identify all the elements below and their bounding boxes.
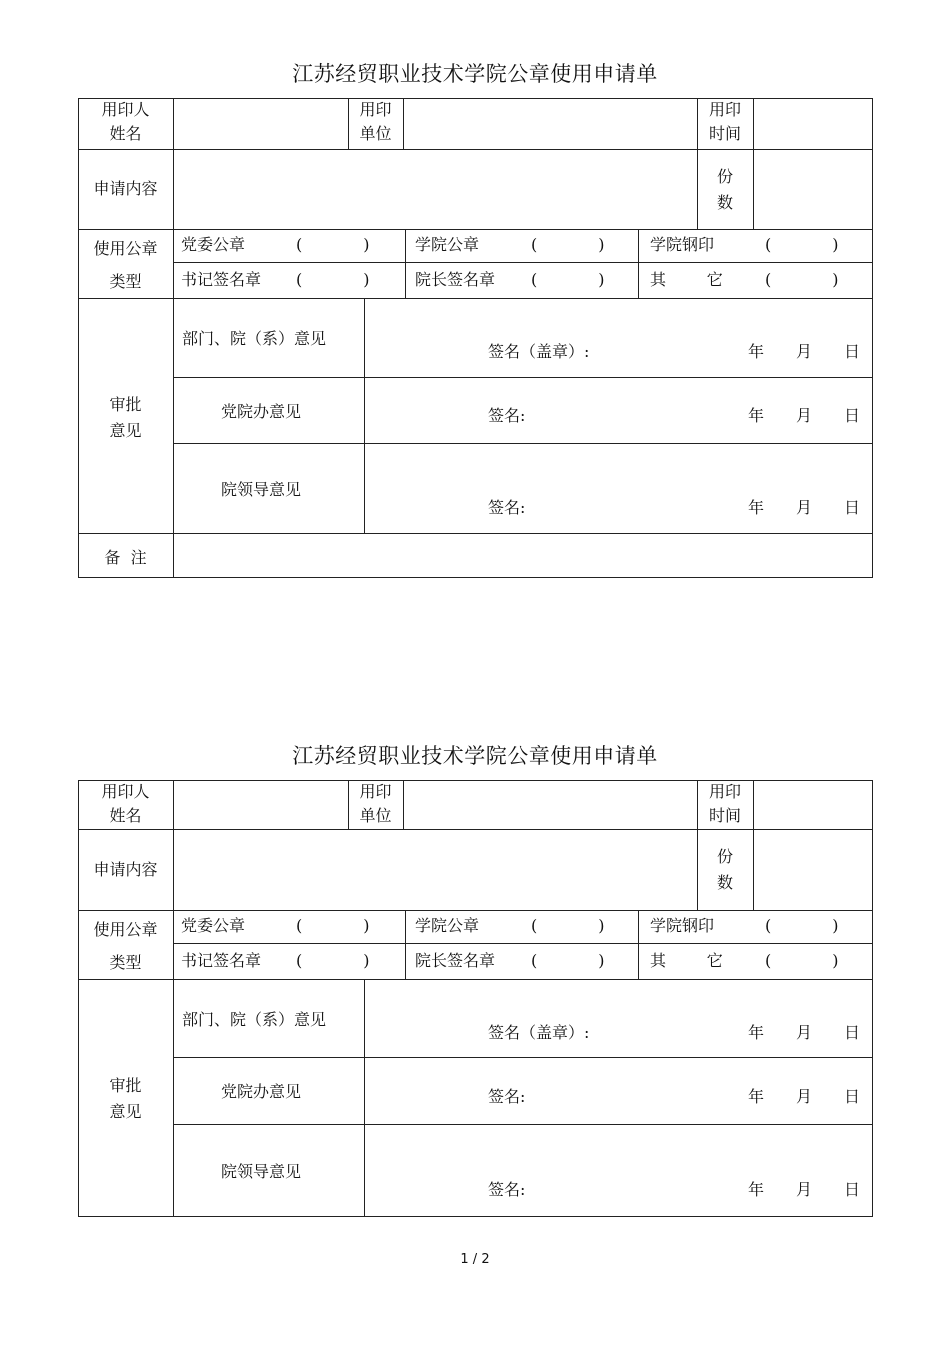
- leader-sign-label: 签名:: [488, 1180, 526, 1199]
- party-office-year: 年: [748, 1087, 765, 1106]
- application-content-field[interactable]: [174, 830, 697, 910]
- seal-unit-label: 用印 单位: [359, 100, 392, 143]
- seal-time-label: 用印 时间: [708, 782, 741, 825]
- seal-option-secretary[interactable]: 书记签名章: [181, 951, 262, 970]
- copies-label: 份 数: [716, 167, 733, 212]
- dept-sign-stamp-label: 签名（盖章）:: [488, 342, 590, 361]
- form-title: 江苏经贸职业技术学院公章使用申请单: [292, 62, 658, 86]
- approval-label: 审批 意见: [109, 1076, 142, 1121]
- seal-option-college[interactable]: 学院公章: [415, 916, 480, 935]
- seal-option-secretary-check[interactable]: ( ): [296, 270, 370, 289]
- seal-option-secretary-check[interactable]: ( ): [296, 951, 370, 970]
- dept-opinion-label: 部门、院（系）意见: [182, 1010, 327, 1029]
- leader-day: 日: [844, 498, 861, 517]
- seal-option-steel-check[interactable]: ( ): [765, 916, 839, 935]
- copies-field[interactable]: [754, 830, 872, 910]
- leader-day: 日: [844, 1180, 861, 1199]
- applicant-name-label: 用印人 姓名: [101, 782, 150, 825]
- seal-type-label: 使用公章 类型: [93, 239, 158, 291]
- applicant-name-field[interactable]: [174, 781, 348, 829]
- party-office-day: 日: [844, 1087, 861, 1106]
- party-office-opinion-label: 党院办意见: [221, 1082, 302, 1101]
- dept-sign-stamp-label: 签名（盖章）:: [488, 1023, 590, 1042]
- seal-option-president-check[interactable]: ( ): [531, 270, 605, 289]
- form-title: 江苏经贸职业技术学院公章使用申请单: [292, 744, 658, 768]
- leader-year: 年: [748, 498, 765, 517]
- seal-option-college-check[interactable]: ( ): [531, 235, 605, 254]
- seal-unit-field[interactable]: [404, 99, 697, 149]
- seal-time-field[interactable]: [754, 99, 872, 149]
- dept-month: 月: [796, 342, 813, 361]
- seal-option-party-check[interactable]: ( ): [296, 235, 370, 254]
- party-office-sign-label: 签名:: [488, 1087, 526, 1106]
- application-content-field[interactable]: [174, 150, 697, 229]
- approval-label: 审批 意见: [109, 395, 142, 440]
- dept-year: 年: [748, 342, 765, 361]
- seal-option-other[interactable]: 其 它: [650, 270, 723, 289]
- leader-month: 月: [796, 1180, 813, 1199]
- leader-opinion-label: 院领导意见: [221, 480, 302, 499]
- leader-sign-label: 签名:: [488, 498, 526, 517]
- party-office-sign-label: 签名:: [488, 406, 526, 425]
- seal-option-college-check[interactable]: ( ): [531, 916, 605, 935]
- seal-unit-label: 用印 单位: [359, 782, 392, 825]
- seal-option-other[interactable]: 其 它: [650, 951, 723, 970]
- seal-option-steel[interactable]: 学院钢印: [650, 235, 715, 254]
- seal-option-party-check[interactable]: ( ): [296, 916, 370, 935]
- party-office-month: 月: [796, 406, 813, 425]
- seal-option-party[interactable]: 党委公章: [181, 916, 246, 935]
- dept-month: 月: [796, 1023, 813, 1042]
- dept-opinion-label: 部门、院（系）意见: [182, 329, 327, 348]
- dept-day: 日: [844, 342, 861, 361]
- dept-day: 日: [844, 1023, 861, 1042]
- remarks-field[interactable]: [174, 534, 872, 577]
- seal-option-steel[interactable]: 学院钢印: [650, 916, 715, 935]
- page-number: 1 / 2: [460, 1252, 490, 1267]
- leader-year: 年: [748, 1180, 765, 1199]
- copies-field[interactable]: [754, 150, 872, 229]
- party-office-opinion-label: 党院办意见: [221, 402, 302, 421]
- copies-label: 份 数: [716, 847, 733, 892]
- party-office-day: 日: [844, 406, 861, 425]
- party-office-year: 年: [748, 406, 765, 425]
- seal-time-label: 用印 时间: [708, 100, 741, 143]
- seal-option-other-check[interactable]: ( ): [765, 951, 839, 970]
- seal-time-field[interactable]: [754, 781, 872, 829]
- applicant-name-field[interactable]: [174, 99, 348, 149]
- seal-option-other-check[interactable]: ( ): [765, 270, 839, 289]
- seal-option-steel-check[interactable]: ( ): [765, 235, 839, 254]
- seal-option-president[interactable]: 院长签名章: [415, 951, 496, 970]
- seal-unit-field[interactable]: [404, 781, 697, 829]
- application-content-label: 申请内容: [93, 179, 158, 198]
- party-office-month: 月: [796, 1087, 813, 1106]
- seal-option-president[interactable]: 院长签名章: [415, 270, 496, 289]
- remarks-label: 备 注: [104, 548, 147, 567]
- application-content-label: 申请内容: [93, 860, 158, 879]
- seal-option-college[interactable]: 学院公章: [415, 235, 480, 254]
- leader-month: 月: [796, 498, 813, 517]
- seal-type-label: 使用公章 类型: [93, 920, 158, 972]
- seal-option-party[interactable]: 党委公章: [181, 235, 246, 254]
- leader-opinion-label: 院领导意见: [221, 1162, 302, 1181]
- applicant-name-label: 用印人 姓名: [101, 100, 150, 143]
- seal-option-president-check[interactable]: ( ): [531, 951, 605, 970]
- seal-option-secretary[interactable]: 书记签名章: [181, 270, 262, 289]
- dept-year: 年: [748, 1023, 765, 1042]
